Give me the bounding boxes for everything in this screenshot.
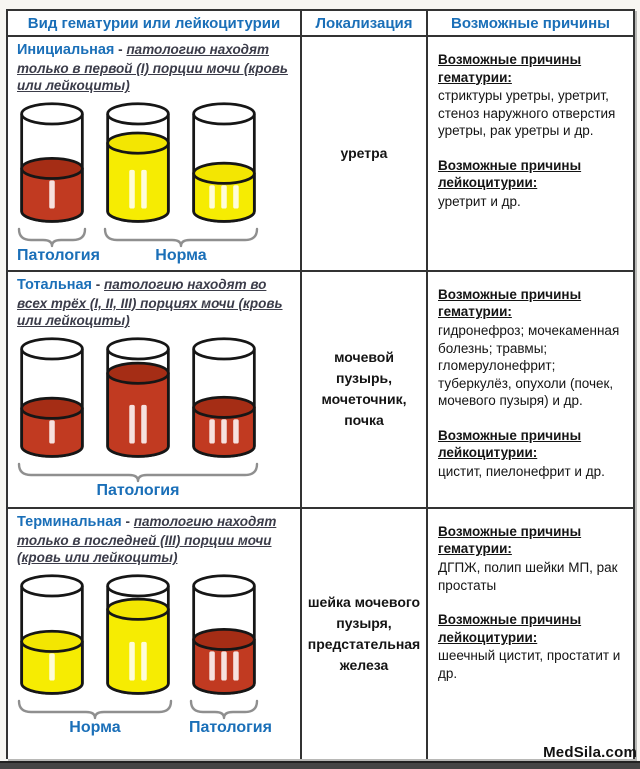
causes-cell (426, 509, 633, 759)
row-title (17, 513, 293, 567)
localization-cell (300, 37, 426, 270)
cause-block-hematuria (438, 286, 625, 410)
type-description: патологию находят только в первой (I) порции мочи (кровь или лейкоциты) (17, 42, 288, 94)
type-cell (8, 37, 300, 270)
beaker-row (17, 101, 259, 226)
beaker-group-braces (17, 461, 259, 505)
beaker-portion-3 (189, 101, 259, 226)
table-header-row (8, 11, 633, 35)
cause-heading: Возможные причины гематурии: (438, 286, 582, 320)
beaker-diagram (17, 336, 259, 505)
beaker-row (17, 573, 259, 698)
table-row-initial (8, 35, 633, 270)
hematuria-types-table (6, 9, 635, 759)
beaker-group-braces (17, 698, 272, 742)
dash: - (95, 276, 101, 292)
cause-block-leukocyturia (438, 427, 625, 481)
header-causes-column: Возможные причины (426, 11, 633, 35)
beaker-group-braces (17, 226, 259, 270)
cause-body: ДГПЖ, полип шейки МП, рак простаты (438, 560, 618, 593)
row-title (17, 276, 293, 330)
group-label: Патология (96, 481, 180, 499)
beaker-portion-1 (17, 101, 87, 226)
header-type-column: Вид гематурии или лейкоцитурии (27, 14, 281, 32)
cause-heading: Возможные причины гематурии: (438, 523, 582, 557)
beaker-portion-3 (189, 573, 259, 698)
bottom-border-bar (0, 761, 640, 769)
beaker-row (17, 336, 259, 461)
localization-text: уретра (340, 144, 388, 161)
type-name: Терминальная (17, 513, 122, 530)
type-name: Инициальная (17, 42, 115, 58)
cause-block-leukocyturia (438, 611, 625, 682)
type-name: Тотальная (17, 276, 93, 293)
site-watermark: MedSila.com (543, 744, 637, 761)
beaker-portion-3 (189, 336, 259, 461)
beaker-portion-1 (17, 573, 87, 698)
cause-heading: Возможные причины лейкоцитурии: (438, 157, 582, 191)
type-cell (8, 509, 300, 759)
cause-heading: Возможные причины лейкоцитурии: (438, 427, 582, 461)
beaker-diagram (17, 573, 272, 742)
cause-block-hematuria (438, 51, 625, 140)
group-label: Норма (69, 718, 121, 736)
cause-body: уретрит и др. (438, 193, 521, 209)
row-title (17, 41, 293, 95)
cause-block-leukocyturia (438, 157, 625, 211)
cause-heading: Возможные причины гематурии: (438, 52, 582, 85)
cause-body: стриктуры уретры, уретрит, стеноз наружного отверстия уретры, рак уретры и др. (438, 88, 616, 139)
cause-block-hematuria (438, 523, 625, 594)
type-description: патологию находят во всех трёх (I, II, III) порциях мочи (кровь или лейкоциты) (17, 276, 283, 329)
header-localization-column: Локализация (300, 11, 426, 35)
group-brace (17, 226, 87, 248)
beaker-portion-2 (103, 101, 173, 226)
cause-heading: Возможные причины лейкоцитурии: (438, 612, 582, 645)
beaker-portion-1 (17, 336, 87, 461)
beaker-portion-2 (103, 336, 173, 461)
group-label: Патология (17, 246, 100, 264)
causes-cell (426, 272, 633, 507)
localization-cell (300, 272, 426, 507)
table-row-total (8, 270, 633, 507)
dash: - (125, 513, 131, 529)
group-label: Патология (189, 718, 272, 736)
group-label: Норма (155, 246, 207, 264)
table-row-terminal (8, 507, 633, 759)
localization-text: шейка мочевого пузыря, предстательная железа (307, 593, 421, 673)
localization-cell (300, 509, 426, 759)
beaker-diagram (17, 101, 259, 270)
type-cell (8, 272, 300, 507)
group-brace (17, 461, 259, 483)
dash: - (118, 42, 123, 57)
localization-text: мочевой пузырь, мочеточник, почка (321, 349, 407, 429)
cause-body: шеечный цистит, простатит и др. (438, 648, 621, 681)
group-brace (17, 698, 173, 720)
group-brace (103, 226, 259, 248)
cause-body: цистит, пиелонефрит и др. (438, 463, 605, 479)
type-description: патологию находят только в последней (III) порции мочи (кровь или лейкоциты) (17, 513, 277, 566)
causes-cell (426, 37, 633, 270)
group-brace (189, 698, 259, 720)
beaker-portion-2 (103, 573, 173, 698)
cause-body: гидронефроз; мочекаменная болезнь; травмы; гломерулонефрит; туберкулёз, опухоли (почек, мочевого пузыря) и др. (438, 323, 620, 409)
